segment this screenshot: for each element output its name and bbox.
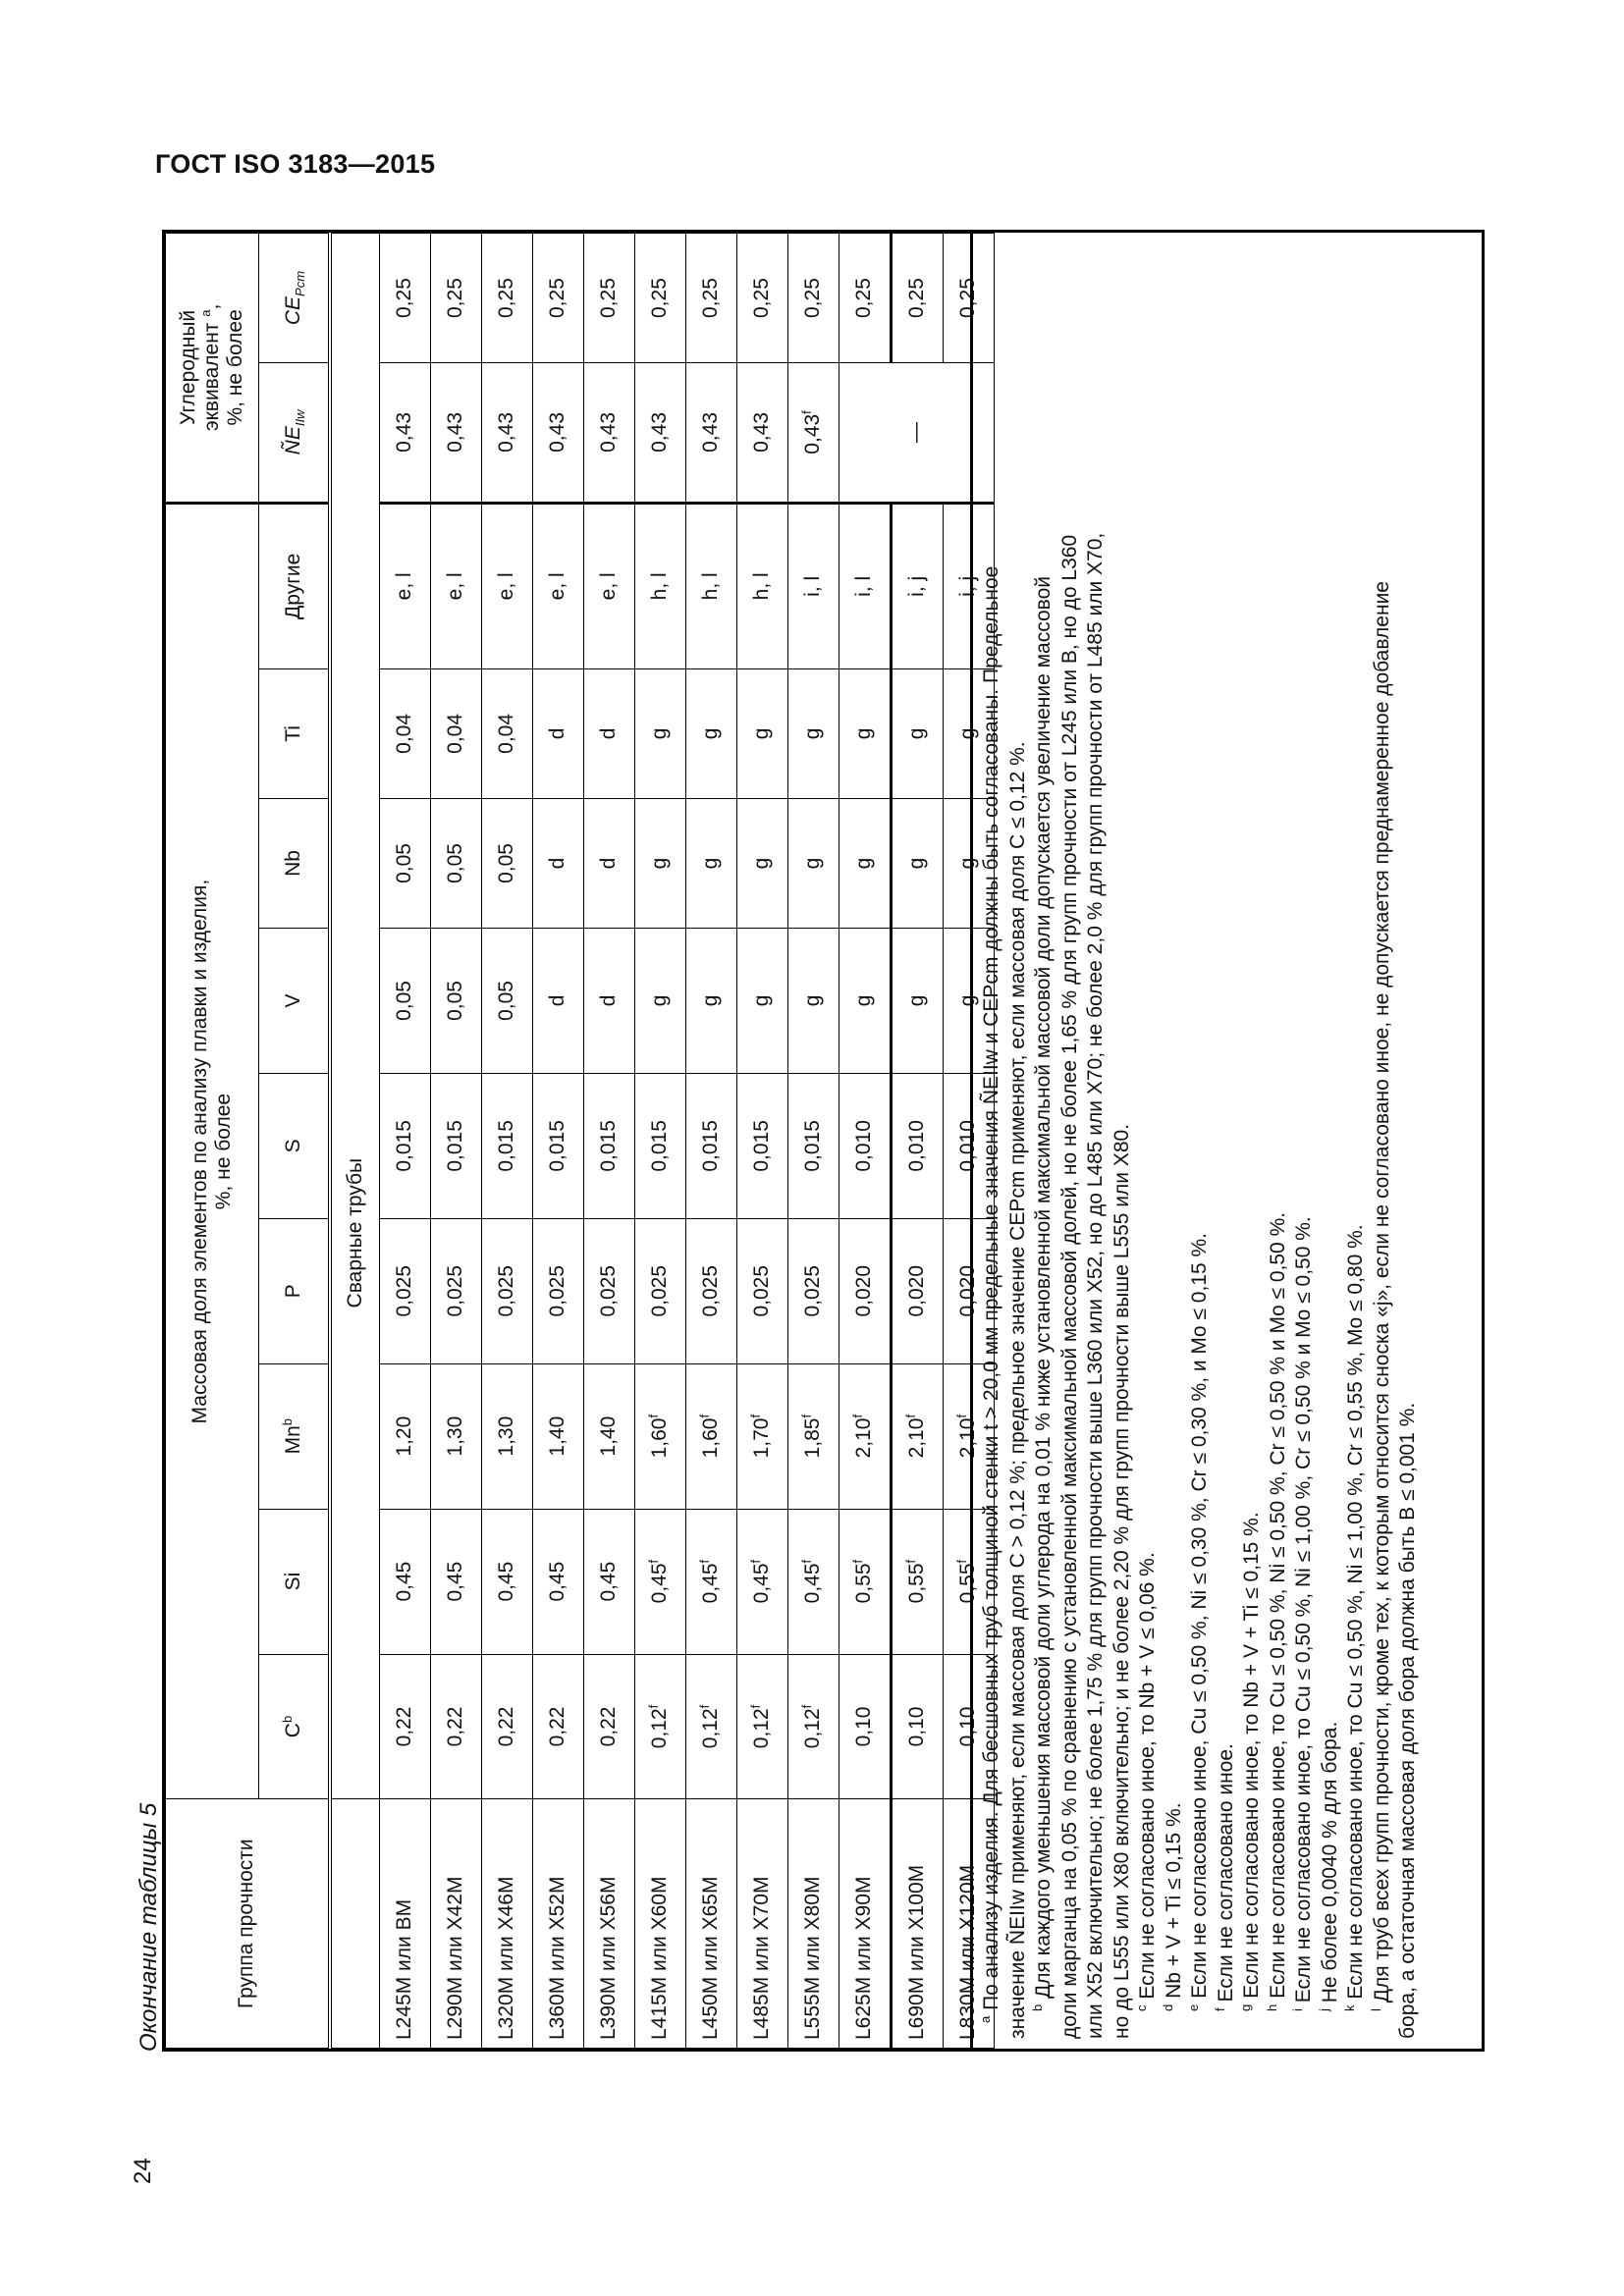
cell-ce-pcm: 0,25 xyxy=(787,234,839,363)
cell-grade: L245M или BM xyxy=(379,1799,430,2049)
table-row xyxy=(891,234,943,2049)
cell-nb: g xyxy=(891,798,943,928)
cell-c: 0,22 xyxy=(481,1654,532,1799)
cell-p: 0,025 xyxy=(430,1218,481,1363)
cell-c: 0,10 xyxy=(943,1654,994,1799)
cell-ne-iiw: 0,43 xyxy=(379,363,430,504)
cell-p: 0,025 xyxy=(685,1218,736,1363)
header-other: Другие xyxy=(259,503,330,668)
cell-ti: 0,04 xyxy=(481,668,532,798)
cell-si: 0,55$^f$ xyxy=(943,1509,994,1654)
footnote-b-cont-1: доли марганца на 0,05 % по сравнению с установленной максимальной массовой долей, но не более 1,65 % для групп прочности от L245 или B, но до L360 xyxy=(1057,534,1081,2039)
cell-s: 0,015 xyxy=(685,1073,736,1218)
cell-c: 0,12$^f$ xyxy=(787,1654,839,1799)
cell-other: e, l xyxy=(481,503,532,668)
cell-mn: 1,85$^f$ xyxy=(787,1363,839,1509)
cell-ti: d xyxy=(532,668,583,798)
table-row xyxy=(787,234,839,2049)
table-row xyxy=(736,234,787,2049)
cell-ce-pcm: 0,25 xyxy=(532,234,583,363)
header-mn: Mn$^b$ xyxy=(259,1363,330,1509)
header-ne-iiw: $ÑE_{IIw}$ xyxy=(259,363,330,504)
cell-nb: g xyxy=(839,798,891,928)
table-row xyxy=(379,234,430,2049)
cell-ne-iiw: 0,43 xyxy=(481,363,532,504)
cell-grade: L830M или X120M xyxy=(943,1799,994,2049)
cell-mn: 1,40 xyxy=(583,1363,634,1509)
table-row xyxy=(685,234,736,2049)
cell-si: 0,45$^f$ xyxy=(736,1509,787,1654)
cell-s: 0,015 xyxy=(634,1073,685,1218)
cell-mn: 2,10$^f$ xyxy=(839,1363,891,1509)
cell-nb: g xyxy=(787,798,839,928)
cell-ti: g xyxy=(685,668,736,798)
footnote-l: $^l$ Для труб всех групп прочности, кроме тех, к которым относится сноска «j», если не согласовано иное, не допускается преднамеренное добавление xyxy=(1368,581,1393,2011)
cell-mn: 1,70$^f$ xyxy=(736,1363,787,1509)
footnote-c: $^c$ Если не согласовано иное, то Nb + V ≤ 0,06 %. xyxy=(1134,1552,1159,2011)
table-row xyxy=(839,234,891,2049)
cell-grade: L485M или X70M xyxy=(736,1799,787,2049)
cell-ne-iiw: 0,43 xyxy=(430,363,481,504)
cell-ce-pcm: 0,25 xyxy=(839,234,891,363)
cell-nb: g xyxy=(736,798,787,928)
cell-v: d xyxy=(583,929,634,1074)
header-strength-group: Группа прочности xyxy=(166,1799,330,2049)
cell-grade: L320M или X46M xyxy=(481,1799,532,2049)
cell-ce-pcm: 0,25 xyxy=(583,234,634,363)
cell-ti: 0,04 xyxy=(430,668,481,798)
footnotes xyxy=(970,233,1422,2049)
cell-other: i, l xyxy=(839,503,891,668)
cell-mn: 2,10$^f$ xyxy=(943,1363,994,1509)
cell-v: 0,05 xyxy=(379,929,430,1074)
cell-si: 0,45 xyxy=(532,1509,583,1654)
cell-other: h, l xyxy=(736,503,787,668)
cell-ce-pcm: 0,25 xyxy=(430,234,481,363)
cell-other: e, l xyxy=(532,503,583,668)
cell-si: 0,45 xyxy=(481,1509,532,1654)
cell-p: 0,025 xyxy=(532,1218,583,1363)
cell-grade: L690M или X100M xyxy=(891,1799,943,2049)
cell-v: g xyxy=(943,929,994,1074)
cell-ti: g xyxy=(787,668,839,798)
cell-mn: 2,10$^f$ xyxy=(891,1363,943,1509)
footnote-b-cont-3: но до L555 или X80 включительно; и не более 2,20 % для групп прочности выше L555 или X80. xyxy=(1110,1123,1133,2039)
header-s: S xyxy=(259,1073,330,1218)
cell-si: 0,55$^f$ xyxy=(839,1509,891,1654)
cell-ti: g xyxy=(634,668,685,798)
cell-v: g xyxy=(736,929,787,1074)
cell-p: 0,020 xyxy=(943,1218,994,1363)
cell-ce-pcm: 0,25 xyxy=(891,234,943,363)
cell-mn: 1,30 xyxy=(481,1363,532,1509)
cell-ti: 0,04 xyxy=(379,668,430,798)
table-frame xyxy=(162,230,1485,2052)
cell-c: 0,22 xyxy=(430,1654,481,1799)
cell-s: 0,015 xyxy=(736,1073,787,1218)
cell-c: 0,22 xyxy=(532,1654,583,1799)
cell-p: 0,025 xyxy=(787,1218,839,1363)
footnote-b-cont-2: или X52 включительно; не более 1,75 % для групп прочности выше L360 или X52, но до L485 или X70; не более 2,0 % для групп прочности от L485 или X70, xyxy=(1084,532,1107,2039)
cell-mn: 1,30 xyxy=(430,1363,481,1509)
cell-v: g xyxy=(787,929,839,1074)
cell-mn: 1,40 xyxy=(532,1363,583,1509)
cell-ti: g xyxy=(943,668,994,798)
cell-mn: 1,60$^f$ xyxy=(685,1363,736,1509)
cell-nb: d xyxy=(583,798,634,928)
cell-other: h, l xyxy=(634,503,685,668)
footnote-k: $^k$ Если не согласовано иное, то Cu ≤ 0,50 %, Ni ≤ 1,00 %, Cr ≤ 0,55 %, Mo ≤ 0,80 %. xyxy=(1342,1224,1367,2011)
chemical-composition-table xyxy=(165,233,995,2049)
cell-ti: d xyxy=(583,668,634,798)
cell-s: 0,015 xyxy=(532,1073,583,1218)
cell-s: 0,015 xyxy=(583,1073,634,1218)
cell-mn: 1,20 xyxy=(379,1363,430,1509)
cell-ce-pcm: 0,25 xyxy=(685,234,736,363)
header-carbon-equivalent: Углеродный эквивалент $^a$, %, не более xyxy=(166,234,259,504)
table-row xyxy=(430,234,481,2049)
header-p: P xyxy=(259,1218,330,1363)
cell-si: 0,45 xyxy=(379,1509,430,1654)
cell-si: 0,45$^f$ xyxy=(634,1509,685,1654)
table-row xyxy=(634,234,685,2049)
cell-p: 0,025 xyxy=(481,1218,532,1363)
cell-si: 0,45$^f$ xyxy=(787,1509,839,1654)
cell-c: 0,22 xyxy=(583,1654,634,1799)
footnote-h: $^h$ Если не согласовано иное, то Cu ≤ 0,50 %, Ni ≤ 0,50 %, Cr ≤ 0,50 % и Mo ≤ 0,50 %. xyxy=(1264,1211,1289,2011)
cell-p: 0,020 xyxy=(839,1218,891,1363)
cell-nb: g xyxy=(943,798,994,928)
cell-ti: g xyxy=(839,668,891,798)
cell-nb: g xyxy=(634,798,685,928)
header-v: V xyxy=(259,929,330,1074)
footnote-l-cont: бора, а остаточная массовая доля бора должна быть B ≤ 0,001 %. xyxy=(1396,1402,1419,2039)
cell-ne-iiw-merged: — xyxy=(839,363,994,504)
table-row xyxy=(481,234,532,2049)
cell-grade: L625M или X90M xyxy=(839,1799,891,2049)
cell-c: 0,12$^f$ xyxy=(736,1654,787,1799)
cell-c: 0,12$^f$ xyxy=(634,1654,685,1799)
cell-other: e, l xyxy=(430,503,481,668)
cell-other: e, l xyxy=(583,503,634,668)
cell-grade: L360M или X52M xyxy=(532,1799,583,2049)
cell-ne-iiw: 0,43 xyxy=(736,363,787,504)
cell-ce-pcm: 0,25 xyxy=(634,234,685,363)
cell-s: 0,015 xyxy=(481,1073,532,1218)
cell-si: 0,45 xyxy=(583,1509,634,1654)
footnote-j: $^j$ Не более 0,0040 % для бора. xyxy=(1316,1721,1341,2011)
table-row xyxy=(532,234,583,2049)
cell-other: i, l xyxy=(787,503,839,668)
rotated-table-page xyxy=(118,221,1512,2184)
cell-c: 0,10 xyxy=(891,1654,943,1799)
header-ce-pcm: $CE_{Pcm}$ xyxy=(259,234,330,363)
cell-other: i, j xyxy=(943,503,994,668)
cell-ne-iiw: 0,43 xyxy=(634,363,685,504)
footnote-e: $^e$ Если не согласовано иное, Cu ≤ 0,50 %, Ni ≤ 0,30 %, Cr ≤ 0,30 %, и Mo ≤ 0,15 %. xyxy=(1186,1232,1211,2011)
cell-v: g xyxy=(891,929,943,1074)
footnote-a-cont: значение ÑEIIw применяют, если массовая доля C > 0,12 %; предельное значение CEPcm применяют, если массовая доля C ≤ 0,12 %. xyxy=(1005,741,1029,2039)
cell-ne-iiw: 0,43$^f$ xyxy=(787,363,839,504)
cell-nb: g xyxy=(685,798,736,928)
cell-s: 0,010 xyxy=(891,1073,943,1218)
cell-ne-iiw: 0,43 xyxy=(583,363,634,504)
cell-mn: 1,60$^f$ xyxy=(634,1363,685,1509)
cell-other: e, l xyxy=(379,503,430,668)
footnote-f: $^f$ Если не согласовано иное. xyxy=(1212,1743,1237,2011)
cell-si: 0,45$^f$ xyxy=(685,1509,736,1654)
cell-nb: d xyxy=(532,798,583,928)
cell-v: g xyxy=(685,929,736,1074)
cell-v: g xyxy=(839,929,891,1074)
cell-ne-iiw: 0,43 xyxy=(685,363,736,504)
cell-v: 0,05 xyxy=(430,929,481,1074)
header-si: Si xyxy=(259,1509,330,1654)
footnote-d: $^d$ Nb + V + Ti ≤ 0,15 %. xyxy=(1160,1802,1185,2011)
footnote-b: $^b$ Для каждого уменьшения массовой доли углерода на 0,01 % ниже установленной максимальной массовой доли допускается увеличение массовой xyxy=(1030,576,1055,2011)
cell-ce-pcm: 0,25 xyxy=(736,234,787,363)
cell-grade: L450M или X65M xyxy=(685,1799,736,2049)
cell-grade: L555M или X80M xyxy=(787,1799,839,2049)
cell-si: 0,55$^f$ xyxy=(891,1509,943,1654)
cell-ce-pcm: 0,25 xyxy=(481,234,532,363)
page-number: 24 xyxy=(130,2158,156,2184)
cell-ne-iiw: 0,43 xyxy=(532,363,583,504)
cell-ce-pcm: 0,25 xyxy=(379,234,430,363)
footnote-i: $^i$ Если не согласовано иное, то Cu ≤ 0,50 %, Ni ≤ 1,00 %, Cr ≤ 0,50 % и Mo ≤ 0,50 %. xyxy=(1290,1216,1315,2011)
cell-s: 0,015 xyxy=(787,1073,839,1218)
cell-ce-pcm: 0,25 xyxy=(943,234,994,363)
cell-p: 0,025 xyxy=(379,1218,430,1363)
cell-other: i, j xyxy=(891,503,943,668)
document-header: ГОСТ ISO 3183—2015 xyxy=(155,149,436,179)
cell-s: 0,010 xyxy=(943,1073,994,1218)
cell-v: 0,05 xyxy=(481,929,532,1074)
cell-v: g xyxy=(634,929,685,1074)
cell-p: 0,020 xyxy=(891,1218,943,1363)
cell-p: 0,025 xyxy=(736,1218,787,1363)
section-spacer xyxy=(330,1799,380,2049)
cell-grade: L290M или X42M xyxy=(430,1799,481,2049)
cell-c: 0,10 xyxy=(839,1654,891,1799)
cell-p: 0,025 xyxy=(583,1218,634,1363)
cell-nb: 0,05 xyxy=(481,798,532,928)
header-nb: Nb xyxy=(259,798,330,928)
section-label-welded-pipes: Сварные трубы xyxy=(330,234,380,1799)
footnote-g: $^g$ Если не согласовано иное, то Nb + V + Ti ≤ 0,15 %. xyxy=(1238,1512,1263,2011)
cell-si: 0,45 xyxy=(430,1509,481,1654)
cell-s: 0,015 xyxy=(430,1073,481,1218)
cell-nb: 0,05 xyxy=(379,798,430,928)
cell-grade: L415M или X60M xyxy=(634,1799,685,2049)
cell-nb: 0,05 xyxy=(430,798,481,928)
cell-s: 0,010 xyxy=(839,1073,891,1218)
cell-v: d xyxy=(532,929,583,1074)
table-row xyxy=(583,234,634,2049)
cell-other: h, l xyxy=(685,503,736,668)
cell-c: 0,12$^f$ xyxy=(685,1654,736,1799)
cell-ti: g xyxy=(736,668,787,798)
cell-c: 0,22 xyxy=(379,1654,430,1799)
cell-ti: g xyxy=(891,668,943,798)
header-ti: Ti xyxy=(259,668,330,798)
footnote-a: $^a$ По анализу изделия. Для бесшовных труб толщиной стенки t > 20,0 мм предельные значения ÑEIIw и CEPcm должны быть согласованы. Предельное xyxy=(978,565,1002,2023)
header-mass-fraction: Массовая доля элементов по анализу плавки и изделия, %, не более xyxy=(166,503,259,1799)
header-c: $C^b$ xyxy=(259,1654,330,1799)
cell-p: 0,025 xyxy=(634,1218,685,1363)
table-continuation-label: Окончание таблицы 5 xyxy=(135,1802,162,2052)
cell-grade: L390M или X56M xyxy=(583,1799,634,2049)
cell-s: 0,015 xyxy=(379,1073,430,1218)
